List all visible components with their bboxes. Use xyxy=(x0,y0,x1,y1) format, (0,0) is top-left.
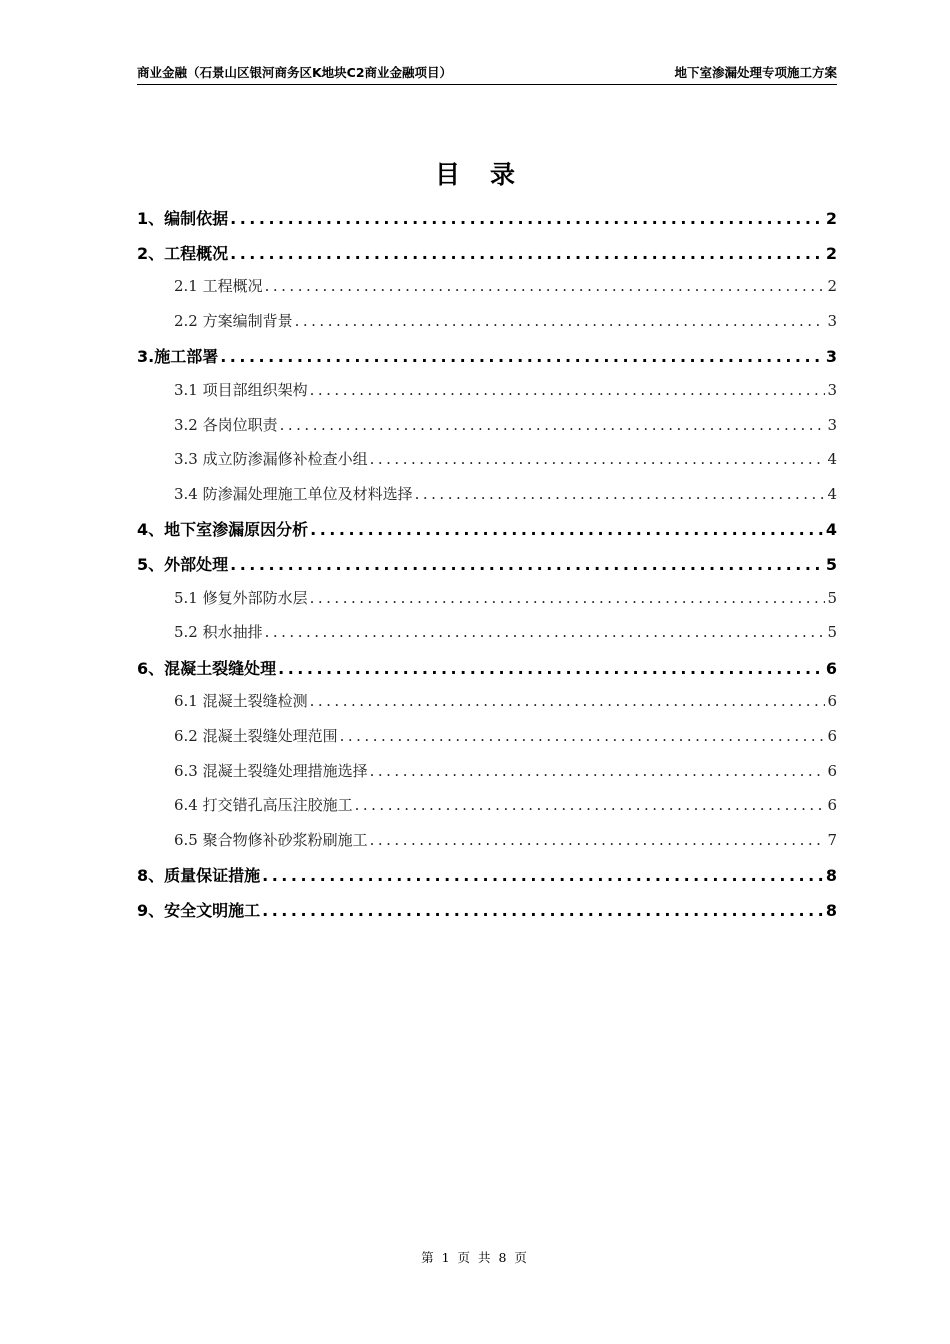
toc-entry-label: 6.2 混凝土裂缝处理范围 xyxy=(174,726,338,745)
toc-entry-page: 8 xyxy=(825,900,837,920)
toc-entry-page: 6 xyxy=(827,761,837,780)
toc-entry-page: 6 xyxy=(827,692,837,711)
toc-entry-page: 3 xyxy=(827,380,837,399)
toc-entry-label: 6.3 混凝土裂缝处理措施选择 xyxy=(174,761,368,780)
toc-entry-label: 2、工程概况 xyxy=(137,243,229,263)
toc-entry-page: 4 xyxy=(827,450,837,469)
toc-dot-leader xyxy=(355,796,826,814)
toc-entry-label: 6.5 聚合物修补砂浆粉刷施工 xyxy=(174,830,368,849)
toc-dot-leader xyxy=(370,762,826,780)
toc-entry-label: 5、外部处理 xyxy=(137,554,229,574)
header-project-name: 商业金融（石景山区银河商务区K地块C2商业金融项目） xyxy=(137,65,453,80)
toc-entry-page: 6 xyxy=(827,796,837,815)
toc-entry-page: 5 xyxy=(827,588,837,607)
toc-entry[interactable] xyxy=(137,621,837,656)
toc-dot-leader xyxy=(340,727,826,745)
toc-entry-page: 4 xyxy=(825,520,837,540)
toc-dot-leader xyxy=(310,589,826,607)
toc-title: 目录 xyxy=(434,160,545,189)
toc-entry[interactable] xyxy=(137,829,837,864)
toc-dot-leader xyxy=(278,659,824,678)
toc-entry[interactable] xyxy=(137,517,837,552)
toc-entry[interactable] xyxy=(137,690,837,725)
toc-dot-leader xyxy=(230,209,824,228)
toc-entry-label: 2.2 方案编制背景 xyxy=(174,311,293,330)
page-footer: 第 1 页 共 8 页 xyxy=(421,1250,529,1265)
toc-dot-leader xyxy=(310,692,826,710)
toc-entry-label: 2.1 工程概况 xyxy=(174,277,263,296)
toc-entry[interactable] xyxy=(137,760,837,795)
toc-dot-leader xyxy=(220,347,824,366)
toc-entry[interactable] xyxy=(137,656,837,691)
toc-entry-page: 5 xyxy=(827,623,837,642)
toc-entry-page: 2 xyxy=(825,243,837,263)
toc-entry-label: 8、质量保证措施 xyxy=(137,866,261,886)
toc-entry[interactable] xyxy=(137,448,837,483)
header-document-title: 地下室渗漏处理专项施工方案 xyxy=(674,65,837,80)
toc-dot-leader xyxy=(265,623,826,641)
toc-entry-page: 3 xyxy=(825,347,837,367)
toc-entry-page: 5 xyxy=(825,554,837,574)
toc-entry-label: 6.4 打交错孔高压注胶施工 xyxy=(174,796,353,815)
toc-dot-leader xyxy=(230,555,824,574)
table-of-contents xyxy=(137,206,837,932)
toc-dot-leader xyxy=(415,485,826,503)
toc-dot-leader xyxy=(310,381,826,399)
toc-entry[interactable] xyxy=(137,206,837,241)
toc-entry[interactable] xyxy=(137,863,837,898)
toc-entry-label: 3.施工部署 xyxy=(137,347,219,367)
toc-entry-label: 1、编制依据 xyxy=(137,209,229,228)
toc-entry[interactable] xyxy=(137,241,837,276)
toc-entry-page: 3 xyxy=(827,311,837,330)
toc-entry[interactable] xyxy=(137,483,837,518)
toc-entry-label: 5.1 修复外部防水层 xyxy=(174,588,308,607)
toc-entry[interactable] xyxy=(137,725,837,760)
toc-entry[interactable] xyxy=(137,310,837,345)
toc-dot-leader xyxy=(230,244,824,263)
toc-entry-label: 3.4 防渗漏处理施工单位及材料选择 xyxy=(174,484,413,503)
toc-entry-label: 3.2 各岗位职责 xyxy=(174,415,278,434)
toc-entry[interactable] xyxy=(137,275,837,310)
toc-entry[interactable] xyxy=(137,414,837,449)
toc-entry-page: 7 xyxy=(827,830,837,849)
toc-dot-leader xyxy=(280,416,826,434)
toc-entry[interactable] xyxy=(137,794,837,829)
toc-entry-label: 3.1 项目部组织架构 xyxy=(174,380,308,399)
toc-entry-page: 4 xyxy=(827,484,837,503)
toc-entry-label: 6、混凝土裂缝处理 xyxy=(137,658,277,678)
toc-entry-label: 3.3 成立防渗漏修补检查小组 xyxy=(174,450,368,469)
toc-dot-leader xyxy=(310,520,824,539)
toc-entry-label: 5.2 积水抽排 xyxy=(174,623,263,642)
toc-dot-leader xyxy=(262,901,824,920)
toc-entry[interactable] xyxy=(137,379,837,414)
toc-entry-page: 6 xyxy=(825,658,837,678)
toc-dot-leader xyxy=(265,277,826,295)
toc-entry-page: 2 xyxy=(825,209,837,228)
page-header xyxy=(137,64,837,85)
toc-entry[interactable] xyxy=(137,344,837,379)
toc-entry-page: 2 xyxy=(827,277,837,296)
toc-dot-leader xyxy=(370,831,826,849)
toc-entry-page: 8 xyxy=(825,866,837,886)
toc-entry-label: 6.1 混凝土裂缝检测 xyxy=(174,692,308,711)
toc-dot-leader xyxy=(262,866,824,885)
toc-dot-leader xyxy=(295,312,826,330)
toc-entry-page: 3 xyxy=(827,415,837,434)
toc-entry[interactable] xyxy=(137,552,837,587)
toc-dot-leader xyxy=(370,450,826,468)
toc-entry[interactable] xyxy=(137,898,837,933)
toc-entry[interactable] xyxy=(137,587,837,622)
toc-entry-page: 6 xyxy=(827,726,837,745)
toc-entry-label: 9、安全文明施工 xyxy=(137,900,261,920)
toc-entry-label: 4、地下室渗漏原因分析 xyxy=(137,520,309,540)
